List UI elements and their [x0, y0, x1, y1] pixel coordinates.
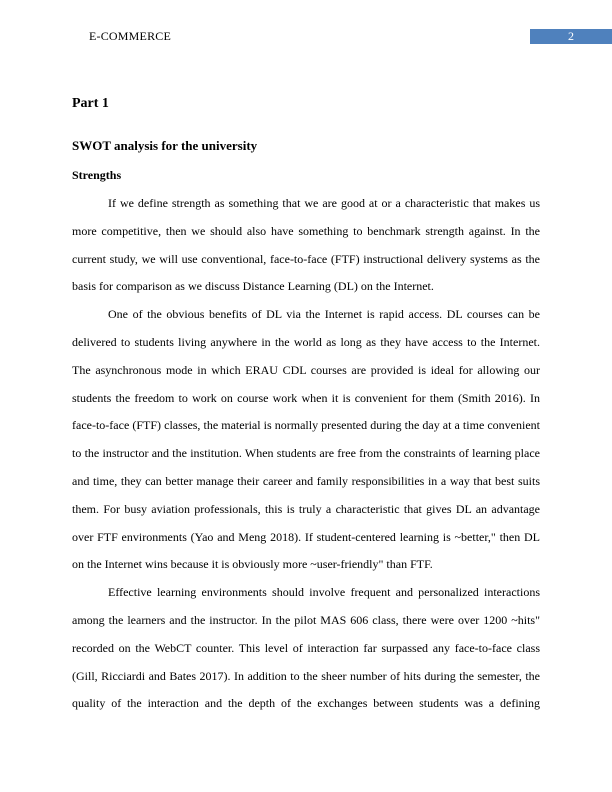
part-heading: Part 1	[72, 96, 109, 111]
subsection-heading: Strengths	[72, 168, 122, 182]
body-text	[72, 190, 540, 718]
paragraph-1: If we define strength as something that we are good at or a characteristic that makes us more competitive, then we should also have something to benchmark strength against. In the current study, we will use conventional, face-to-face (FTF) instructional delivery systems as the basis for comparison as we discuss Distance Learning (DL) on the Internet.	[72, 196, 540, 294]
paragraph-2: One of the obvious benefits of DL via the Internet is rapid access. DL courses can be delivered to students living anywhere in the world as long as they have access to the Internet. The asynchronous mode in which ERAU CDL courses are provided is ideal for allowing our students the freedom to work on course work when it is convenient for them (Smith 2016). In face-to-face (FTF) classes, the material is normally presented during the day at a time convenient to the instructor and the institution. When students are free from the constraints of learning place and time, they can better manage their career and family responsibilities in a way that best suits them. For busy aviation professionals, this is truly a characteristic that gives DL an advantage over FTF environments (Yao and Meng 2018). If student-centered learning is ~better," then DL on the Internet wins because it is obviously more ~user-friendly" than FTF.	[72, 307, 540, 572]
section-heading: SWOT analysis for the university	[72, 138, 258, 153]
page-number-badge: 2	[530, 29, 612, 44]
paragraph-3: Effective learning environments should involve frequent and personalized interactions among the learners and the instructor. In the pilot MAS 606 class, there were over 1200 ~hits" recorded on the WebCT counter. This level of interaction far surpassed any face-to-face class (Gill, Ricciardi and Bates 2017). In addition to the sheer number of hits during the semester, the quality of the interaction and the depth of the exchanges between students was a defining	[72, 585, 540, 711]
running-header-title: E-COMMERCE	[89, 29, 172, 43]
